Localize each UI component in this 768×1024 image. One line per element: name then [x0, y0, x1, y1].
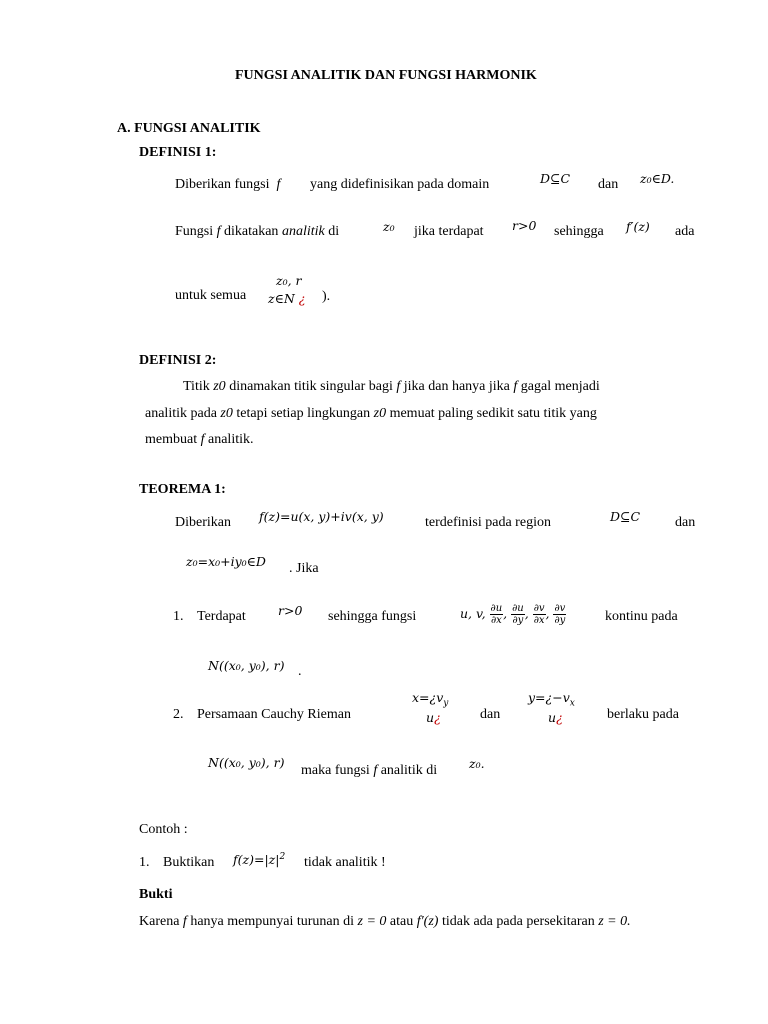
math-z0: z₀	[383, 219, 395, 234]
def2-line1: Titik z0 dinamakan titik singular bagi f jika dan hanya jika f gagal menjadi	[183, 379, 600, 394]
definition-1-heading: DEFINISI 1:	[139, 145, 217, 160]
example-number: 1.	[139, 855, 150, 870]
theorem-1-heading: TEOREMA 1:	[139, 482, 226, 497]
example-buktikan: Buktikan	[163, 855, 215, 870]
def1-line2: Fungsi f dikatakan analitik di	[175, 224, 340, 239]
page-title: FUNGSI ANALITIK DAN FUNGSI HARMONIK	[235, 68, 537, 83]
thm-maka: maka fungsi f analitik di	[301, 763, 438, 778]
math-z0r: z₀, r	[276, 273, 302, 288]
item-2-berlaku: berlaku pada	[607, 707, 679, 722]
example-label: Contoh :	[139, 822, 188, 837]
item-2-number: 2.	[173, 707, 184, 722]
item-1-kontinu: kontinu pada	[605, 609, 678, 624]
section-heading: A. FUNGSI ANALITIK	[117, 121, 261, 136]
math-n2: N((x₀, y₀), r)	[208, 755, 285, 770]
thm-dan: dan	[675, 515, 696, 530]
example-tidak: tidak analitik !	[304, 855, 386, 870]
def1-ada: ada	[675, 224, 695, 239]
def1-untuk: untuk semua	[175, 288, 247, 303]
math-cr2-top: $y=¿-v_x$	[528, 690, 575, 709]
def1-jika: jika terdapat	[414, 224, 484, 239]
proof-text: Karena f hanya mempunyai turunan di z = 0 atau f′(z) tidak ada pada persekitaran z = 0.	[139, 914, 631, 929]
math-n1: N((x₀, y₀), r)	[208, 658, 285, 673]
math-fprime: f′(z)	[626, 219, 650, 234]
math-zN: z∈N ¿	[268, 291, 306, 306]
math-fz: f(z)=u(x, y)+iv(x, y)	[259, 509, 384, 524]
item-1-mid: sehingga fungsi	[328, 609, 417, 624]
dot: .	[298, 664, 302, 679]
item-1-text: Terdapat	[197, 609, 246, 624]
math-r2: r>0	[278, 603, 303, 618]
def1-text: Diberikan fungsi f	[175, 177, 281, 192]
math-r: r>0	[512, 218, 537, 233]
thm-jika: . Jika	[289, 561, 319, 576]
thm-diberikan: Diberikan	[175, 515, 231, 530]
math-z0-end: z₀.	[469, 756, 485, 771]
cr-dan: dan	[480, 707, 501, 722]
math-region: D⊆C	[610, 509, 641, 524]
math-fz-abs: $f(z)=|z|^2$	[233, 852, 286, 868]
math-cr1-top: $x=¿v_y$	[412, 690, 449, 709]
def1-sehingga: sehingga	[554, 224, 604, 239]
def1-close: ).	[322, 289, 331, 304]
def1-text-mid: yang didefinisikan pada domain	[310, 177, 490, 192]
math-partials: u, v, $\frac{\partial u}{\partial x}$ , $\frac{\partial u}{\partial y}$ , $\frac{\partial v}{\partial x}$ , $\frac{\partial v}{\partial y}$	[460, 603, 566, 626]
proof-heading: Bukti	[139, 887, 173, 902]
math-domain: D⊆C	[540, 171, 571, 186]
definition-2-heading: DEFINISI 2:	[139, 353, 217, 368]
item-1-number: 1.	[173, 609, 184, 624]
def2-line3: membuat f analitik.	[145, 432, 254, 447]
def2-line2: analitik pada z0 tetapi setiap lingkungan z0 memuat paling sedikit satu titik yang	[145, 406, 597, 421]
conjunction: dan	[598, 177, 619, 192]
thm-terdef: terdefinisi pada region	[425, 515, 551, 530]
math-z0-in-d: z₀∈D.	[640, 171, 675, 186]
math-cr1-bot: u¿	[426, 710, 441, 725]
math-z0eq: z₀=x₀+iy₀∈D	[186, 554, 266, 569]
math-cr2-bot: u¿	[548, 710, 563, 725]
item-2-text: Persamaan Cauchy Rieman	[197, 707, 351, 722]
